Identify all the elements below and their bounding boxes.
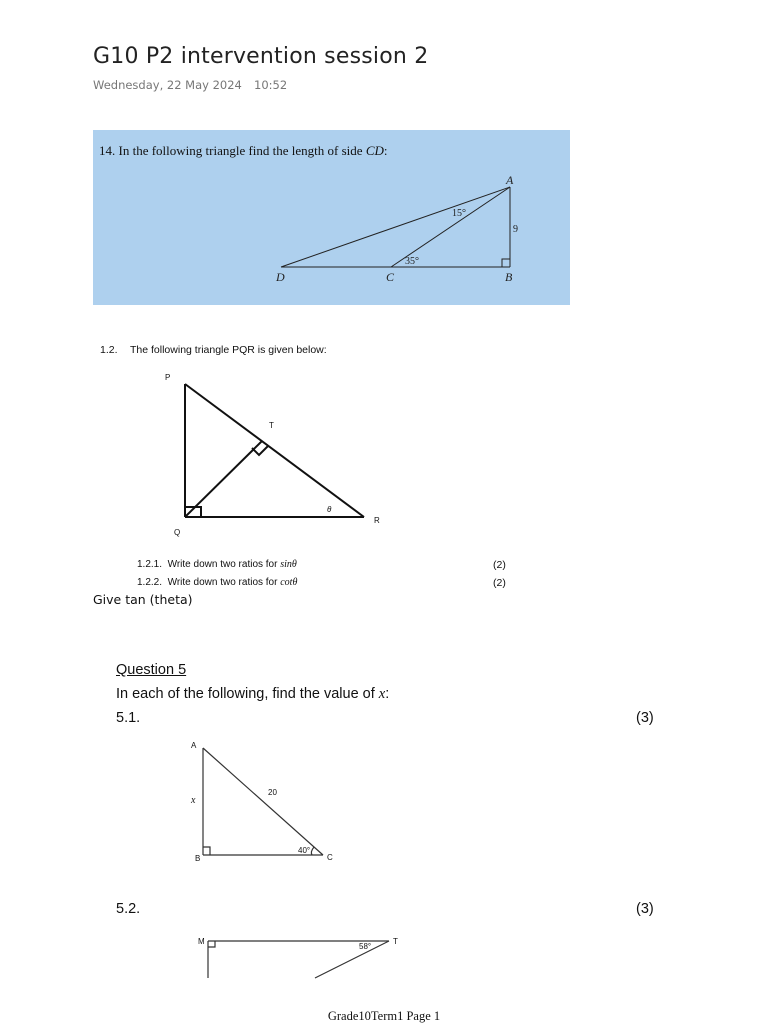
page-title: G10 P2 intervention session 2: [93, 44, 429, 69]
question-1-2-number: 1.2.: [100, 344, 118, 356]
label-angle-C-5-1: 40°: [298, 846, 311, 855]
label-angle-35: 35°: [405, 256, 419, 267]
label-C: C: [386, 270, 395, 284]
question-5-2-marks: (3): [636, 901, 654, 917]
question-14-suffix: :: [383, 143, 388, 158]
question-1-2-1-number: 1.2.1.: [137, 559, 163, 570]
label-x-5-1: x: [191, 795, 196, 806]
question-5-title: Question 5: [116, 662, 187, 678]
label-Q: Q: [174, 528, 181, 537]
page-date: Wednesday, 22 May 2024: [93, 78, 242, 92]
question-5-intro-suffix: :: [385, 686, 390, 702]
question-1-2-1-text: Write down two ratios for: [167, 559, 281, 570]
label-A: A: [506, 173, 514, 187]
label-M-5-2: M: [198, 937, 205, 946]
label-T-5-2: T: [393, 937, 398, 946]
page-time: 10:52: [254, 78, 288, 92]
label-B-5-1: B: [195, 854, 201, 863]
note-text: Give tan (theta): [93, 592, 193, 607]
label-angle-T-5-2: 58°: [359, 942, 372, 951]
question-5-2-number: 5.2.: [116, 901, 141, 917]
label-angle-15: 15°: [452, 208, 466, 219]
label-hyp-5-1: 20: [268, 788, 277, 797]
label-C-5-1: C: [327, 853, 333, 862]
question-1-2-2-fn: cotθ: [280, 577, 298, 588]
label-side-9: 9: [513, 224, 518, 235]
label-D: D: [276, 270, 285, 284]
question-1-2-2-text: Write down two ratios for: [167, 577, 281, 588]
question-14-var: CD: [365, 143, 384, 158]
question-14-prefix: 14. In the following triangle find the length of side: [99, 143, 366, 158]
question-5-1-number: 5.1.: [116, 710, 141, 726]
label-theta: θ: [327, 505, 332, 514]
question-1-2-1-marks: (2): [493, 559, 506, 571]
right-angle-marker-M-5-2: [208, 941, 215, 947]
line-T-down-5-2: [315, 941, 389, 978]
label-T: T: [269, 421, 274, 430]
question-1-2-text: The following triangle PQR is given below:: [130, 344, 327, 356]
question-5-1-marks: (3): [636, 710, 654, 726]
question-1-2-1-fn: sinθ: [280, 559, 297, 570]
label-A-5-1: A: [191, 741, 197, 750]
question-1-2-2-marks: (2): [493, 577, 506, 589]
page-footer: Grade10Term1 Page 1: [327, 1009, 441, 1023]
label-P: P: [165, 373, 171, 382]
label-R: R: [374, 516, 380, 525]
label-B: B: [505, 270, 513, 284]
question-5-intro-var: x: [378, 686, 386, 702]
question-5-intro-prefix: In each of the following, find the value of: [116, 686, 379, 702]
question-1-2-2-number: 1.2.2.: [137, 577, 163, 588]
